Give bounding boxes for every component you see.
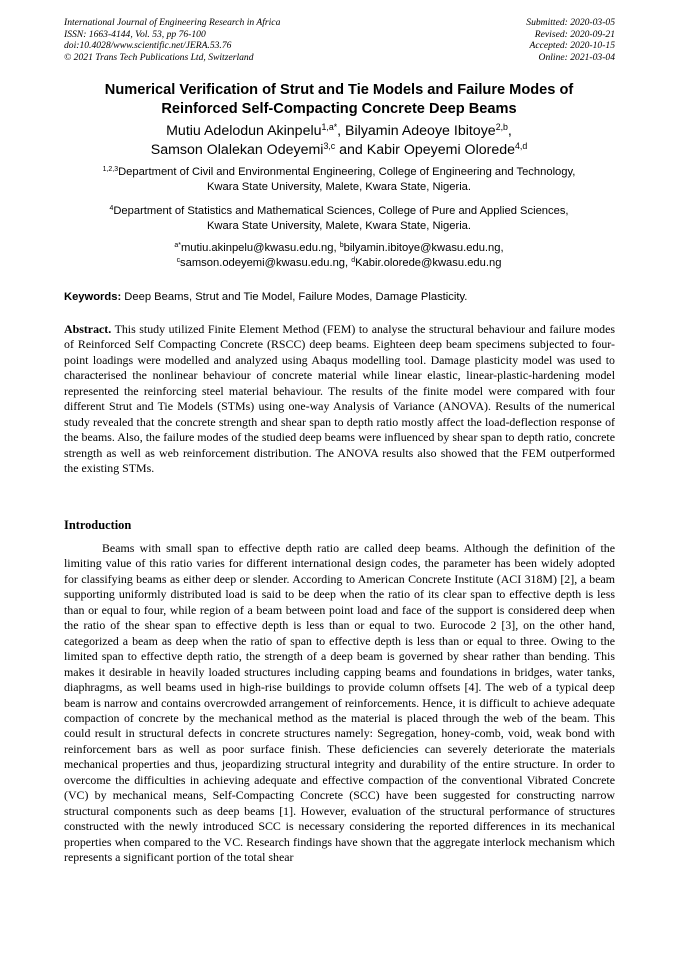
email-sep: , xyxy=(345,256,352,269)
title-line-2: Reinforced Self-Compacting Concrete Deep Beams xyxy=(161,100,517,117)
author-sep: , xyxy=(337,123,346,139)
author-sep: , xyxy=(507,123,512,139)
introduction-paragraph: Beams with small span to effective depth ratio are called deep beams. Although the definition of the limiting value of this ratio varies for different international design codes, the parameter has been widely adopted for classifying beams as either deep or slender. According to American Concrete Institute (ACI 318M) [2], a beam supporting uniformly distributed load is said to be deep when the ratio of its clear span to effective depth is less than or equal to four, while region of a beam between point load and face of the support is considered deep when the ratio of the shear span to effective depth is less than or equal to two. Eurocode 2 [3], on the other hand, categorized a beam as deep when the ratio of span to effective depth is less than or equal to three. Owing to the limited span to effective depth ratio, the strength of a deep beam is governed by shear rather than bending. This makes it desirable in heavily loaded structures including capping beams and foundations in bridges, water tanks, diaphragms, as well beams used in high-rise buildings to provide column offsets [4]. The web of a typical deep beam is narrow and contains overcrowded arrangement of reinforcements. Hence, it is difficult to achieve adequate compaction of concrete by the mechanical method as the material is placed through the web of the beam. This could result in structural defects in concrete structures namely: Segregation, honey-comb, void, weak bond with reinforcement bars as well as poor surface finish. These deficiencies can severely deteriorate the materials mechanical properties and thus, jeopardizing structural integrity and durability of the entire structure. In order to overcome the difficulties in achieving adequate and effective compaction of the conventional Vibrated Concrete (VC) by mechanical means, Self-Compacting Concrete (SCC) have been suggested for constructing narrow structural components such as deep beams [1]. However, evaluation of the structural performance of structures constructed with the newly introduced SCC is necessary considering the reported differences in its mechanical properties when compared to the VC. Research findings have shown that the aggregate interlock mechanism which represents a significant portion of the total shear xyxy=(64,541,615,865)
email-sup: a* xyxy=(174,242,181,250)
affiliation-sup: 1,2,3 xyxy=(102,166,119,174)
affiliation-line: Kwara State University, Malete, Kwara State, Nigeria. xyxy=(206,220,472,232)
doi: doi:10.4028/www.scientific.net/JERA.53.76 xyxy=(64,40,232,51)
accepted-date: Accepted: 2020-10-15 xyxy=(529,40,615,51)
author-sep: and xyxy=(335,142,367,158)
email-sup: d xyxy=(351,256,356,264)
affiliation-2 xyxy=(40,204,638,234)
online-date: Online: 2021-03-04 xyxy=(538,51,615,63)
author-sup: 4,d xyxy=(515,141,528,152)
keywords xyxy=(64,290,624,304)
email-link[interactable]: mutiu.akinpelu@kwasu.edu.ng xyxy=(180,242,334,254)
abstract-label: Abstract. xyxy=(64,322,112,336)
revised-date: Revised: 2020-09-21 xyxy=(534,28,615,40)
journal-name: International Journal of Engineering Research in Africa xyxy=(64,17,281,28)
abstract-text: This study utilized Finite Element Method (FEM) to analyse the structural behaviour and failure modes of Reinforced Self Compacting Concrete (RSCC) deep beams. Eighteen deep beam specimens subjected to four-point loadings were modelled and analyzed using Abaqus modelling tool. Damage plasticity model was used to characterised the nonlinear behaviour of concrete material while linear elastic, linear-plastic-hardening model represented the reinforcing steel material behaviour. The results of the finite model were compared with four different Strut and Tie Models (STMs) using one-way Analysis of Variance (ANOVA). Results of the numerical study revealed that the concrete strength and shear span to depth ratio mostly affect the load-deflection response of the beams. Also, the failure modes of the studied deep beams were influenced by shear span to depth ratio, concrete strength as well as web reinforcement distribution. The ANOVA results also showed that the FEM outperformed the existing STMs. xyxy=(64,322,615,476)
author-name: Mutiu Adelodun Akinpelu xyxy=(166,123,322,139)
email-sup: b xyxy=(339,242,344,250)
copyright: © 2021 Trans Tech Publications Ltd, Switzerland xyxy=(64,51,254,63)
email-link[interactable]: bilyamin.ibitoye@kwasu.edu.ng xyxy=(343,242,501,254)
email-link[interactable]: Kabir.olorede@kwasu.edu.ng xyxy=(355,256,502,269)
email-link[interactable]: samson.odeyemi@kwasu.edu.ng xyxy=(180,256,346,269)
journal-info xyxy=(64,17,280,63)
author-list xyxy=(40,122,638,160)
email-sup: c xyxy=(176,256,181,264)
author-sup: 1,a* xyxy=(321,122,338,133)
affiliation-line: Department of Statistics and Mathematical Sciences, College of Pure and Applied Sciences, xyxy=(113,205,569,217)
author-name: Kabir Opeyemi Olorede xyxy=(366,142,516,158)
author-sup: 2,b xyxy=(495,122,508,133)
author-name: Samson Olalekan Odeyemi xyxy=(150,142,324,158)
author-emails xyxy=(40,241,638,270)
email-sep: , xyxy=(500,242,504,254)
title-line-1: Numerical Verification of Strut and Tie Models and Failure Modes of xyxy=(104,82,574,98)
author-line-2 xyxy=(40,141,638,160)
abstract xyxy=(64,322,615,477)
author-sup: 3,c xyxy=(323,141,336,152)
section-heading-introduction: Introduction xyxy=(64,518,132,532)
affiliation-line: Department of Civil and Environmental Engineering, College of Engineering and Technology, xyxy=(118,166,576,178)
keywords-label: Keywords: xyxy=(64,291,122,303)
affiliation-1 xyxy=(40,165,638,195)
issn-volume: ISSN: 1663-4144, Vol. 53, pp 76-100 xyxy=(64,28,206,40)
paper-title xyxy=(40,81,638,118)
author-name: Bilyamin Adeoye Ibitoye xyxy=(345,123,496,139)
affiliation-line: Kwara State University, Malete, Kwara State, Nigeria. xyxy=(206,181,472,193)
publication-dates xyxy=(526,17,615,63)
keywords-text: Deep Beams, Strut and Tie Model, Failure Modes, Damage Plasticity. xyxy=(121,291,468,303)
author-line-1 xyxy=(40,122,638,141)
email-sep: , xyxy=(333,242,340,254)
submitted-date: Submitted: 2020-03-05 xyxy=(526,17,615,28)
affiliation-sup: 4 xyxy=(109,205,114,213)
